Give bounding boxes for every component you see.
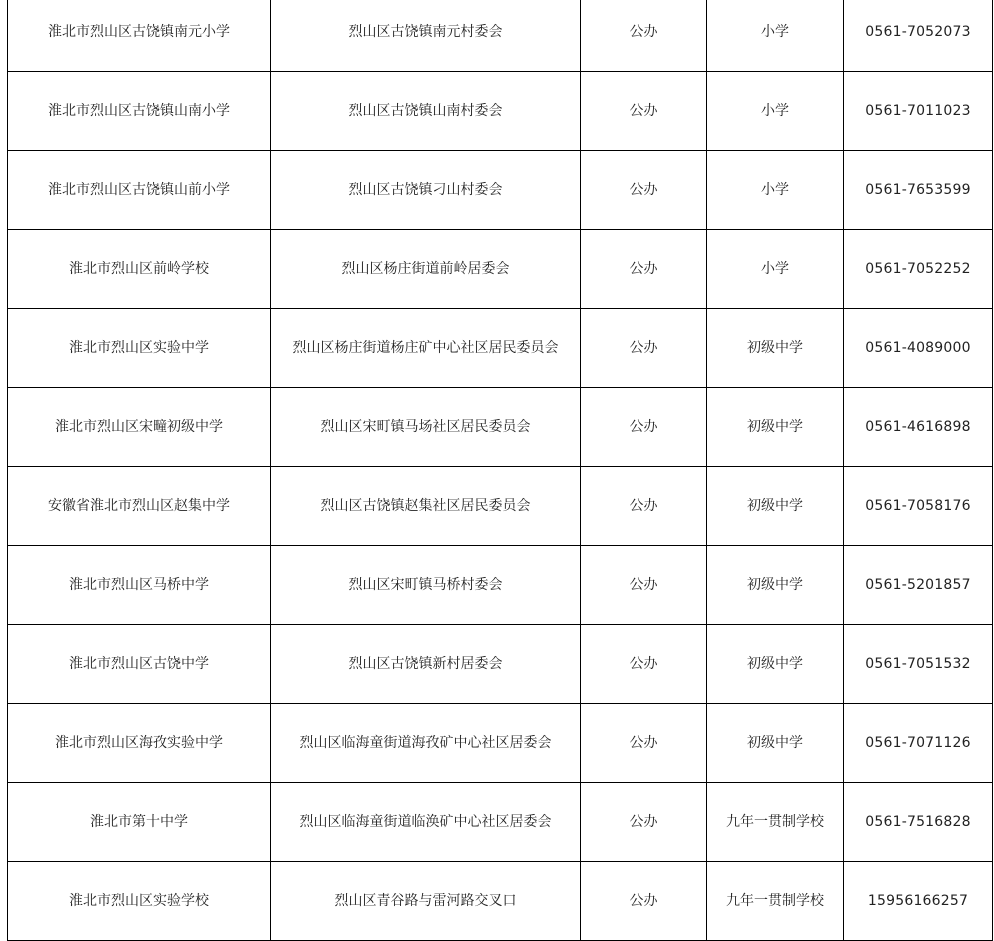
ownership-type-cell: 公办 [581,467,707,546]
table-row [8,388,993,467]
address-cell: 烈山区临海童街道海孜矿中心社区居委会 [271,704,581,783]
address-cell: 烈山区杨庄街道前岭居委会 [271,230,581,309]
phone-cell: 0561-7011023 [844,72,993,151]
ownership-type-cell: 公办 [581,72,707,151]
school-name-cell: 淮北市烈山区实验中学 [8,309,271,388]
school-name-cell: 淮北市烈山区海孜实验中学 [8,704,271,783]
table-row [8,862,993,941]
address-cell: 烈山区古饶镇南元村委会 [271,0,581,72]
school-name-cell: 淮北市烈山区古饶镇南元小学 [8,0,271,72]
ownership-type-cell: 公办 [581,862,707,941]
phone-cell: 0561-7071126 [844,704,993,783]
address-cell: 烈山区古饶镇山南村委会 [271,72,581,151]
address-cell: 烈山区宋町镇马桥村委会 [271,546,581,625]
ownership-type-cell: 公办 [581,0,707,72]
ownership-type-cell: 公办 [581,309,707,388]
school-level-cell: 初级中学 [707,625,844,704]
address-cell: 烈山区古饶镇刁山村委会 [271,151,581,230]
school-level-cell: 初级中学 [707,467,844,546]
phone-cell: 0561-7051532 [844,625,993,704]
school-name-cell: 安徽省淮北市烈山区赵集中学 [8,467,271,546]
phone-cell: 0561-4089000 [844,309,993,388]
phone-cell: 0561-4616898 [844,388,993,467]
school-name-cell: 淮北市烈山区古饶镇山南小学 [8,72,271,151]
address-cell: 烈山区临海童街道临涣矿中心社区居委会 [271,783,581,862]
school-name-cell: 淮北市第十中学 [8,783,271,862]
table-row [8,0,993,72]
table-row [8,704,993,783]
address-cell: 烈山区宋町镇马场社区居民委员会 [271,388,581,467]
school-level-cell: 初级中学 [707,309,844,388]
school-level-cell: 小学 [707,151,844,230]
phone-cell: 15956166257 [844,862,993,941]
phone-cell: 0561-5201857 [844,546,993,625]
table-row [8,230,993,309]
table-body [8,0,993,941]
phone-cell: 0561-7058176 [844,467,993,546]
school-level-cell: 小学 [707,230,844,309]
school-name-cell: 淮北市烈山区前岭学校 [8,230,271,309]
ownership-type-cell: 公办 [581,625,707,704]
school-level-cell: 初级中学 [707,388,844,467]
school-level-cell: 九年一贯制学校 [707,862,844,941]
table-row [8,467,993,546]
ownership-type-cell: 公办 [581,230,707,309]
ownership-type-cell: 公办 [581,388,707,467]
table-row [8,783,993,862]
school-level-cell: 初级中学 [707,546,844,625]
table-row [8,309,993,388]
school-name-cell: 淮北市烈山区宋疃初级中学 [8,388,271,467]
table-row [8,625,993,704]
ownership-type-cell: 公办 [581,704,707,783]
school-name-cell: 淮北市烈山区古饶中学 [8,625,271,704]
school-name-cell: 淮北市烈山区古饶镇山前小学 [8,151,271,230]
school-level-cell: 小学 [707,0,844,72]
address-cell: 烈山区古饶镇新村居委会 [271,625,581,704]
phone-cell: 0561-7052073 [844,0,993,72]
school-name-cell: 淮北市烈山区实验学校 [8,862,271,941]
address-cell: 烈山区古饶镇赵集社区居民委员会 [271,467,581,546]
table-row [8,151,993,230]
ownership-type-cell: 公办 [581,151,707,230]
phone-cell: 0561-7052252 [844,230,993,309]
table-row [8,546,993,625]
phone-cell: 0561-7653599 [844,151,993,230]
school-level-cell: 小学 [707,72,844,151]
school-level-cell: 初级中学 [707,704,844,783]
address-cell: 烈山区杨庄街道杨庄矿中心社区居民委员会 [271,309,581,388]
address-cell: 烈山区青谷路与雷河路交叉口 [271,862,581,941]
phone-cell: 0561-7516828 [844,783,993,862]
school-table [7,0,993,941]
table-row [8,72,993,151]
ownership-type-cell: 公办 [581,546,707,625]
school-name-cell: 淮北市烈山区马桥中学 [8,546,271,625]
school-level-cell: 九年一贯制学校 [707,783,844,862]
ownership-type-cell: 公办 [581,783,707,862]
